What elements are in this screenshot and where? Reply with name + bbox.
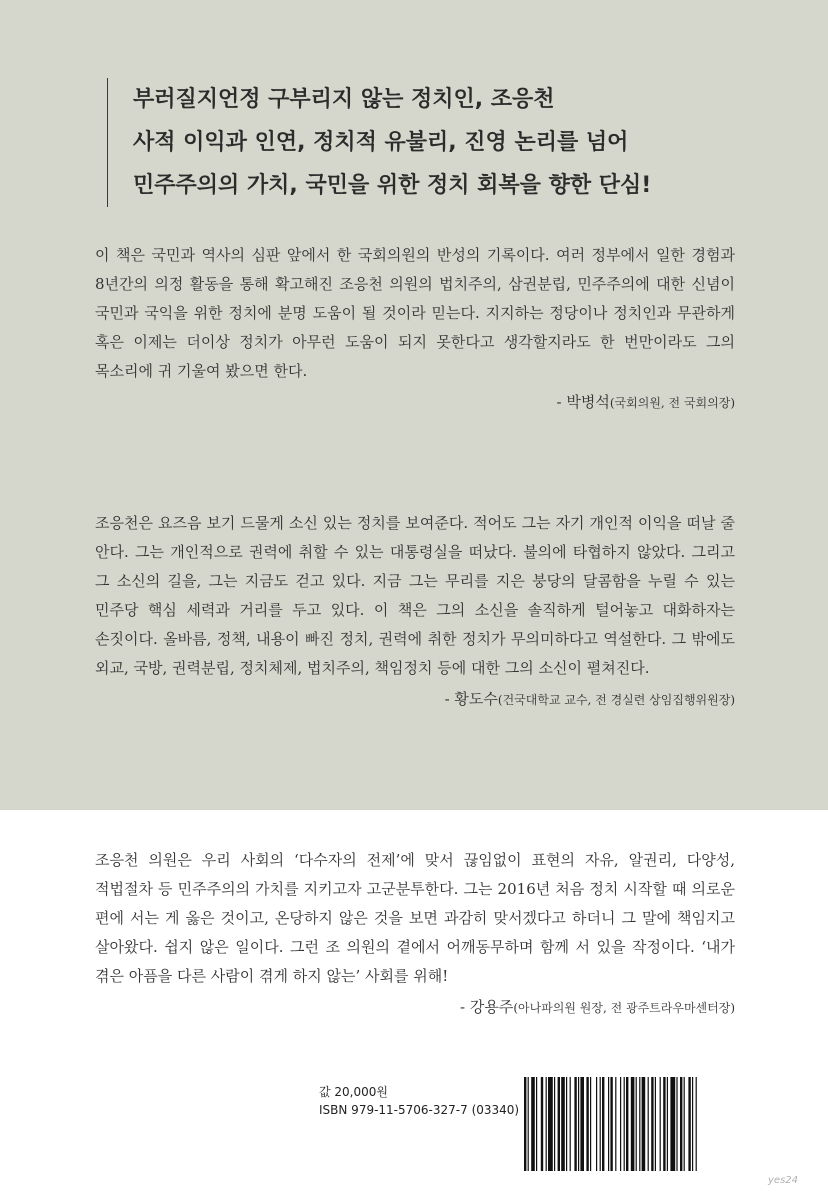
barcode-bar [624, 1077, 625, 1171]
blurb-3 [95, 846, 735, 1023]
blurb-author-role: (국회의원, 전 국회의장) [609, 396, 735, 410]
barcode-bar [536, 1077, 537, 1171]
barcode-bar [574, 1077, 576, 1171]
barcode-bar [663, 1077, 665, 1171]
barcode-bar [651, 1077, 653, 1171]
headline-line-3: 민주주의의 가치, 국민을 위한 정치 회복을 향한 단심! [133, 173, 652, 198]
barcode-bar [524, 1077, 526, 1171]
blurb-2 [95, 509, 735, 715]
barcode-bar [578, 1077, 579, 1171]
barcode-bar [531, 1077, 535, 1171]
blurb-text: 이 책은 국민과 역사의 심판 앞에서 한 국회의원의 반성의 기록이다. 여러 정부에서 일한 경험과 8년간의 의정 활동을 통해 확고해진 조응천 의원의 법치주의, 삼권분립, 민주주의에 대한 신념이 국민과 국익을 위한 정치에 분명 도움이 될 것이라 믿는다. 지지하는 정당이나 정치인과 무관하게 혹은 이제는 더이상 정치가 아무런 도움이 되지 못한다고 생각할지라도 한 번만이라도 그의 목소리에 귀 기울여 봤으면 한다. [95, 246, 735, 380]
blurb-signature [95, 388, 735, 418]
barcode-bar [615, 1077, 616, 1171]
blurb-1 [95, 241, 735, 418]
blurb-author: - 황도수 [444, 690, 498, 708]
headline-line-1: 부러질지언정 구부리지 않는 정치인, 조응천 [133, 87, 555, 112]
barcode-bar [676, 1077, 677, 1171]
barcode-bar [561, 1077, 565, 1171]
barcode-bar [660, 1077, 661, 1171]
headline-line-2: 사적 이익과 인연, 정치적 유불리, 진영 논리를 넘어 [133, 130, 629, 155]
barcode-bar [608, 1077, 609, 1171]
barcode-bar [636, 1077, 637, 1171]
blurb-author: - 강용주 [460, 998, 514, 1016]
price-info [319, 1083, 519, 1119]
barcode-bar [631, 1077, 635, 1171]
barcode-bar [580, 1077, 584, 1171]
blurb-author-role: (건국대학교 교수, 전 경실련 상임집행위원장) [497, 693, 735, 707]
barcode-bar [648, 1077, 649, 1171]
blurb-signature [95, 993, 735, 1023]
barcode-bar [670, 1077, 675, 1171]
barcode-bar [570, 1077, 571, 1171]
barcode-bar [639, 1077, 640, 1171]
barcode-bar [558, 1077, 560, 1171]
barcode-image [524, 1077, 736, 1171]
barcode-bar [528, 1077, 529, 1171]
barcode-bar [602, 1077, 604, 1171]
blurb-text: 조응천 의원은 우리 사회의 ‘다수자의 전제’에 맞서 끊임없이 표현의 자유, 알권리, 다양성, 적법절차 등 민주주의의 가치를 지키고자 고군분투한다. 그는 2016년 처음 정치 시작할 때 의로운 편에 서는 게 옳은 것이고, 온당하지 않은 것을 보면 과감히 맞서겠다고 하더니 그 말에 책임지고 살아왔다. 쉽지 않은 일이다. 그런 조 의원의 곁에서 어깨동무하며 함께 서 있을 작정이다. ‘내가 겪은 아픔을 다른 사람이 겪게 하지 않는’ 사회를 위해! [95, 851, 735, 985]
price-label: 값 20,000원 [319, 1085, 388, 1099]
headline [107, 78, 823, 207]
blurb-text: 조응천은 요즈음 보기 드물게 소신 있는 정치를 보여준다. 적어도 그는 자기 개인적 이익을 떠날 줄 안다. 그는 개인적으로 권력에 취할 수 있는 대통령실을 떠났다. 불의에 타협하지 않았다. 그리고 그 소신의 길을, 그는 지금도 걷고 있다. 지금 그는 무리를 지은 붕당의 달콤함을 누릴 수 있는 민주당 핵심 세력과 거리를 두고 있다. 이 책은 그의 소신을 솔직하게 털어놓고 대화하자는 손짓이다. 올바름, 정책, 내용이 빠진 정치, 권력에 취한 정치가 무의미하다고 역설한다. 그 밖에도 외교, 국방, 권력분립, 정치체제, 법치주의, 책임정치 등에 대한 그의 소신이 펼쳐진다. [95, 514, 735, 677]
barcode-bar [696, 1077, 697, 1171]
barcode-bar [610, 1077, 612, 1171]
blurb-author: - 박병석 [556, 393, 610, 411]
barcode-bar [626, 1077, 628, 1171]
barcode-bar [642, 1077, 646, 1171]
barcode-bar [554, 1077, 555, 1171]
barcode-bar [688, 1077, 690, 1171]
barcode-bar [590, 1077, 591, 1171]
blurb-author-role: (아나파의원 원장, 전 광주트라우마센터장) [513, 1001, 735, 1015]
barcode-bar [667, 1077, 668, 1171]
barcode-bar [600, 1077, 601, 1171]
barcode-bar [692, 1077, 693, 1171]
watermark-logo: yes24 [768, 1175, 799, 1186]
barcode-bar [680, 1077, 682, 1171]
barcode-bar [546, 1077, 547, 1171]
barcode-bar [655, 1077, 656, 1171]
isbn-label: ISBN 979-11-5706-327-7 (03340) [319, 1103, 520, 1117]
barcode-bar [541, 1077, 543, 1171]
barcode-bar [548, 1077, 553, 1171]
blurb-signature [95, 685, 735, 715]
barcode-bar [586, 1077, 588, 1171]
barcode-bar [596, 1077, 597, 1171]
barcode-bar [566, 1077, 567, 1171]
barcode-bar [620, 1077, 621, 1171]
barcode-bar [684, 1077, 685, 1171]
